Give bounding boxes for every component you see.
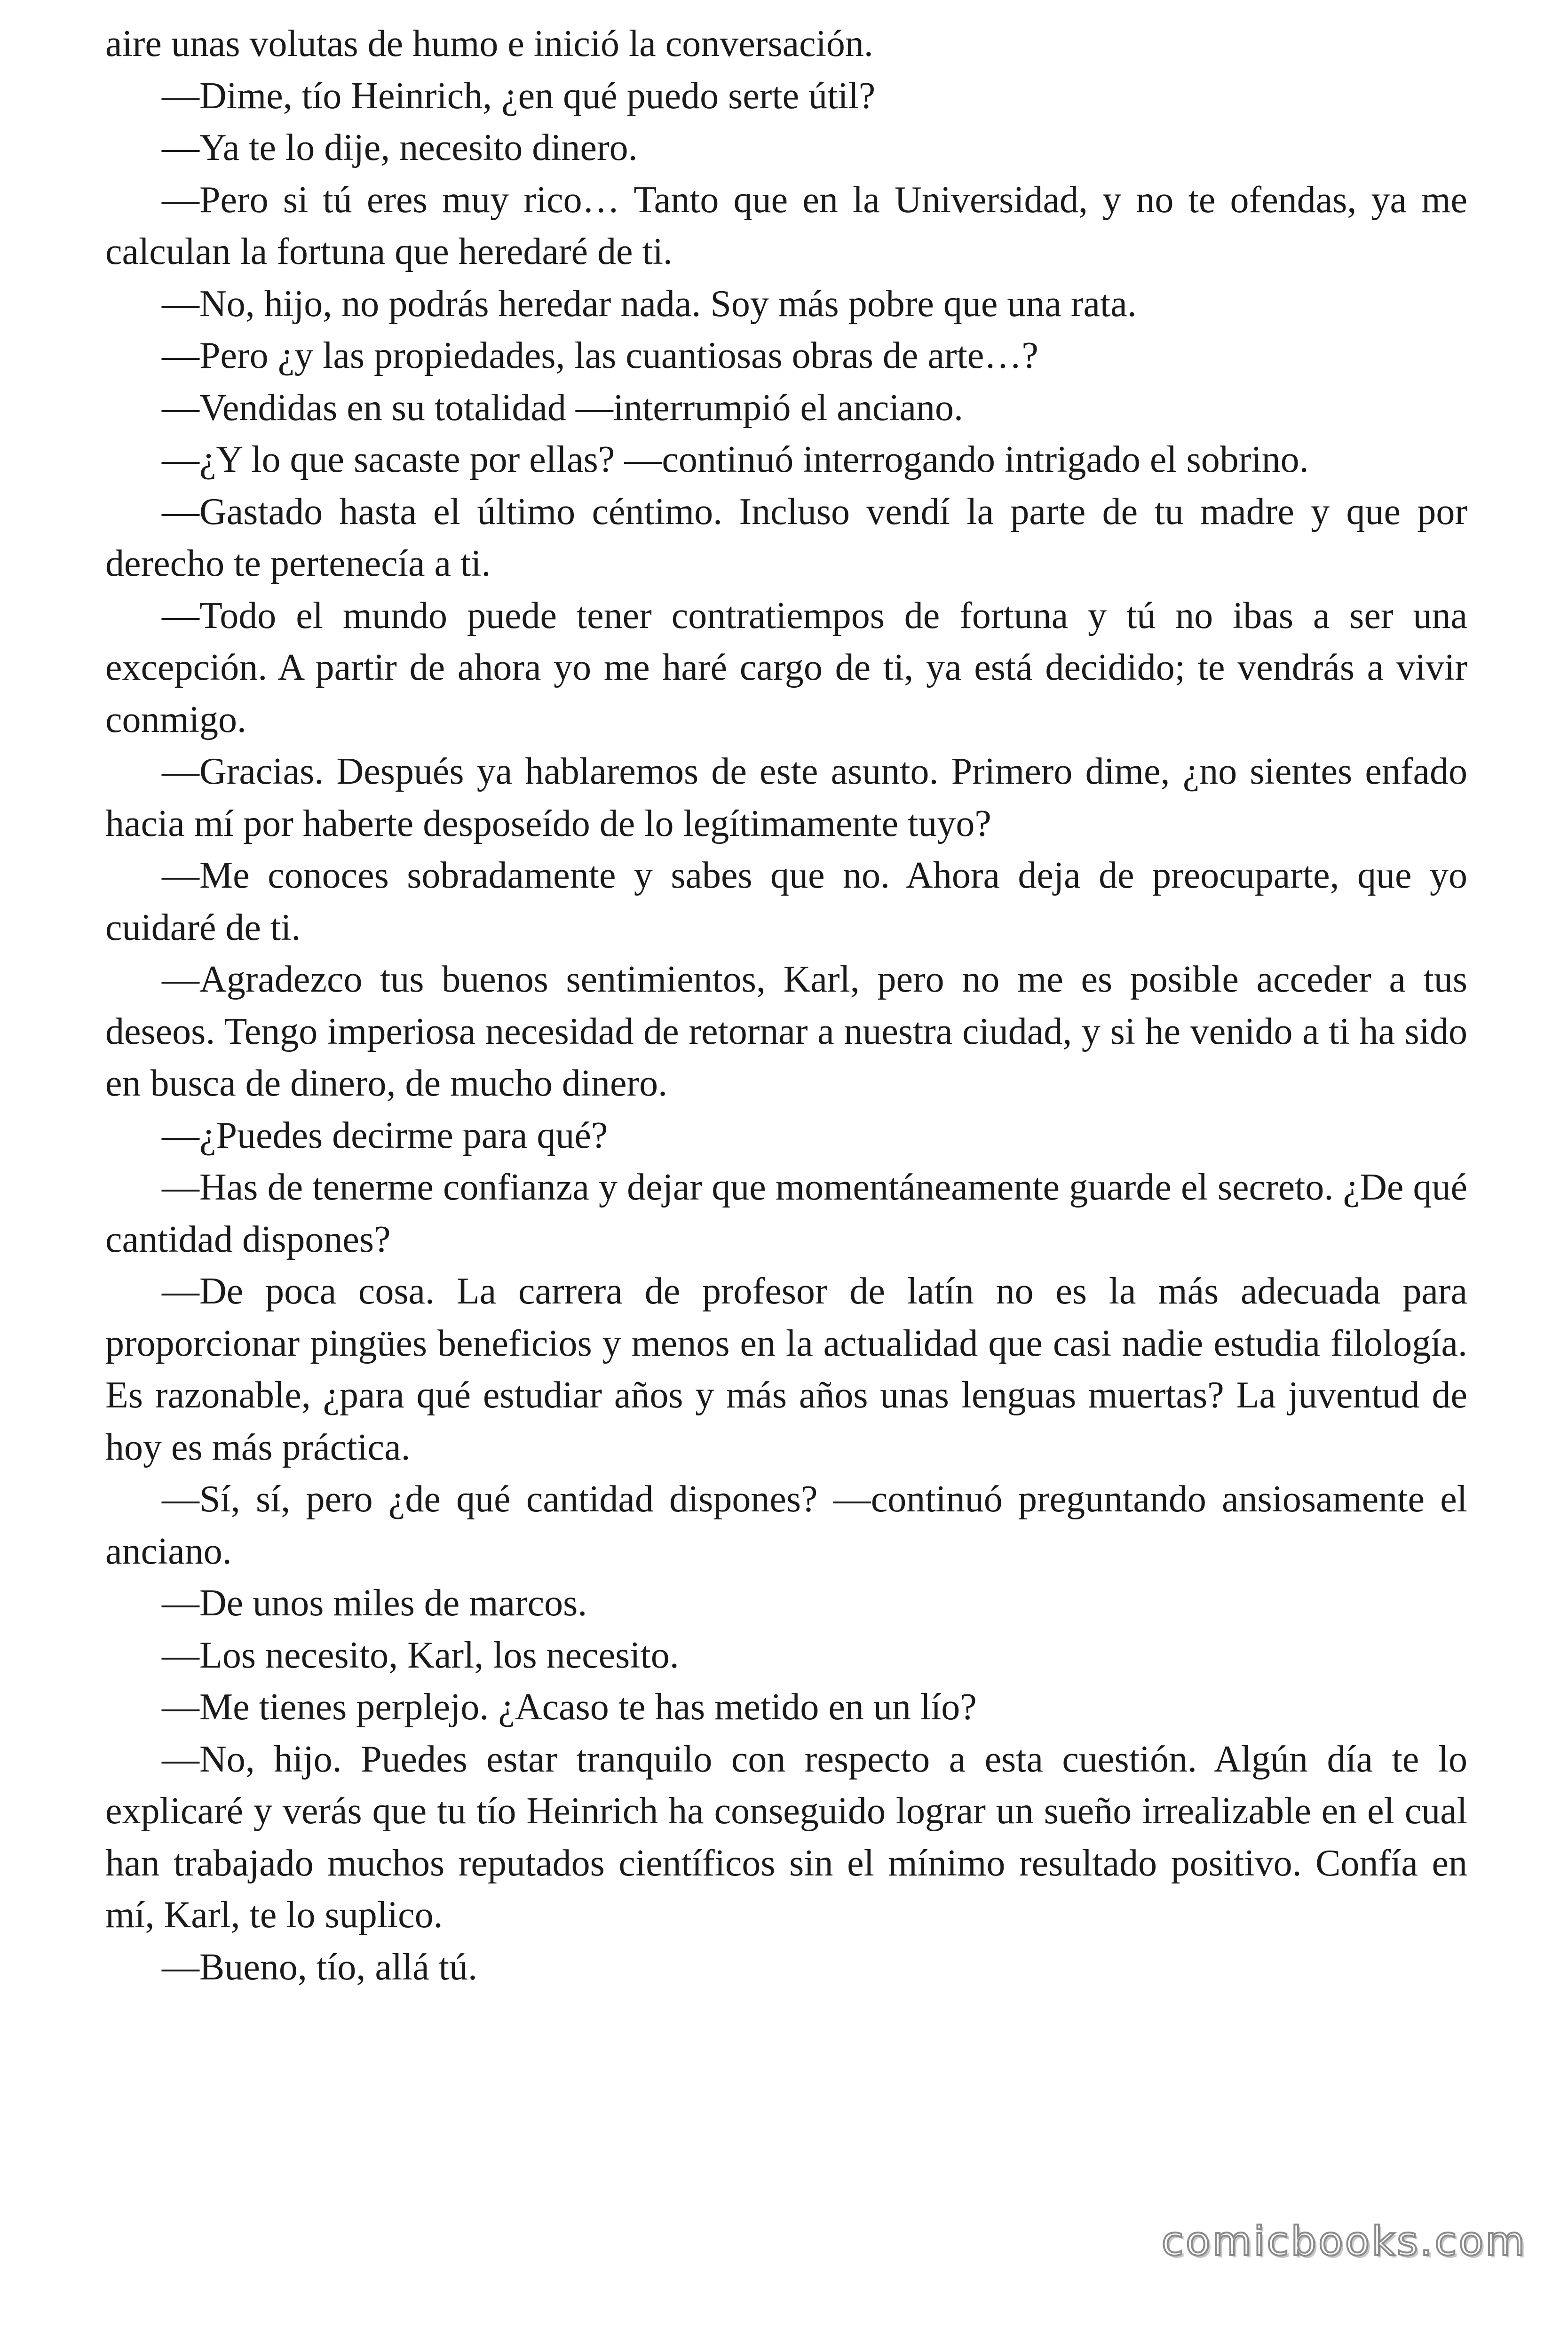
- paragraph: —Vendidas en su totalidad —interrumpió el anciano.: [162, 387, 964, 429]
- paragraph: —Dime, tío Heinrich, ¿en qué puedo serte útil?: [162, 75, 876, 117]
- document-page: [105, 18, 1467, 1993]
- paragraph: —Ya te lo dije, necesito dinero.: [162, 127, 638, 168]
- paragraph: —Agradezco tus buenos sentimientos, Karl, pero no me es posible acceder a tus deseos. Tengo imperiosa necesidad de retornar a nuestra ciudad, y si he venido a ti ha sido en busca de dinero, de mucho dinero.: [105, 959, 1467, 1104]
- paragraph: —Gracias. Después ya hablaremos de este asunto. Primero dime, ¿no sientes enfado hacia mí por haberte desposeído de lo legítimamente tuyo?: [105, 751, 1467, 844]
- paragraph: —Todo el mundo puede tener contratiempos de fortuna y tú no ibas a ser una excepción. A partir de ahora yo me haré cargo de ti, ya está decidido; te vendrás a vivir conmigo.: [105, 595, 1467, 740]
- paragraph: —No, hijo, no podrás heredar nada. Soy más pobre que una rata.: [162, 283, 1137, 325]
- paragraph: —Me conoces sobradamente y sabes que no. Ahora deja de preocuparte, que yo cuidaré de ti.: [105, 855, 1467, 948]
- paragraph: —Gastado hasta el último céntimo. Incluso vendí la parte de tu madre y que por derecho te pertenecía a ti.: [105, 491, 1467, 584]
- paragraph: —De poca cosa. La carrera de profesor de latín no es la más adecuada para proporcionar pingües beneficios y menos en la actualidad que casi nadie estudia filología. Es razonable, ¿para qué estudiar años y más años unas lenguas muertas? La juventud de hoy es más práctica.: [105, 1271, 1467, 1468]
- paragraph: —¿Puedes decirme para qué?: [162, 1114, 608, 1156]
- paragraph: —Sí, sí, pero ¿de qué cantidad dispones? —continuó preguntando ansiosamente el anciano.: [105, 1478, 1467, 1572]
- paragraph: —De unos miles de marcos.: [162, 1582, 587, 1624]
- paragraph: —¿Y lo que sacaste por ellas? —continuó interrogando intrigado el sobrino.: [162, 439, 1309, 480]
- paragraph: —Pero ¿y las propiedades, las cuantiosas obras de arte…?: [162, 335, 1038, 376]
- paragraph: —Has de tenerme confianza y dejar que momentáneamente guarde el secreto. ¿De qué cantidad dispones?: [105, 1167, 1467, 1260]
- paragraph: —Los necesito, Karl, los necesito.: [162, 1634, 679, 1676]
- paragraph: —Me tienes perplejo. ¿Acaso te has metido en un lío?: [162, 1686, 977, 1728]
- paragraph: —Pero si tú eres muy rico… Tanto que en la Universidad, y no te ofendas, ya me calculan la fortuna que heredaré de ti.: [105, 179, 1467, 272]
- paragraph: —Bueno, tío, allá tú.: [162, 1946, 478, 1988]
- paragraph: —No, hijo. Puedes estar tranquilo con respecto a esta cuestión. Algún día te lo explicaré y verás que tu tío Heinrich ha conseguido lograr un sueño irrealizable en el cual han trabajado muchos reputados científicos sin el mínimo resultado positivo. Confía en mí, Karl, te lo suplico.: [105, 1738, 1467, 1936]
- paragraph: aire unas volutas de humo e inició la conversación.: [105, 23, 873, 64]
- watermark: comicbooks.com: [1161, 2218, 1527, 2265]
